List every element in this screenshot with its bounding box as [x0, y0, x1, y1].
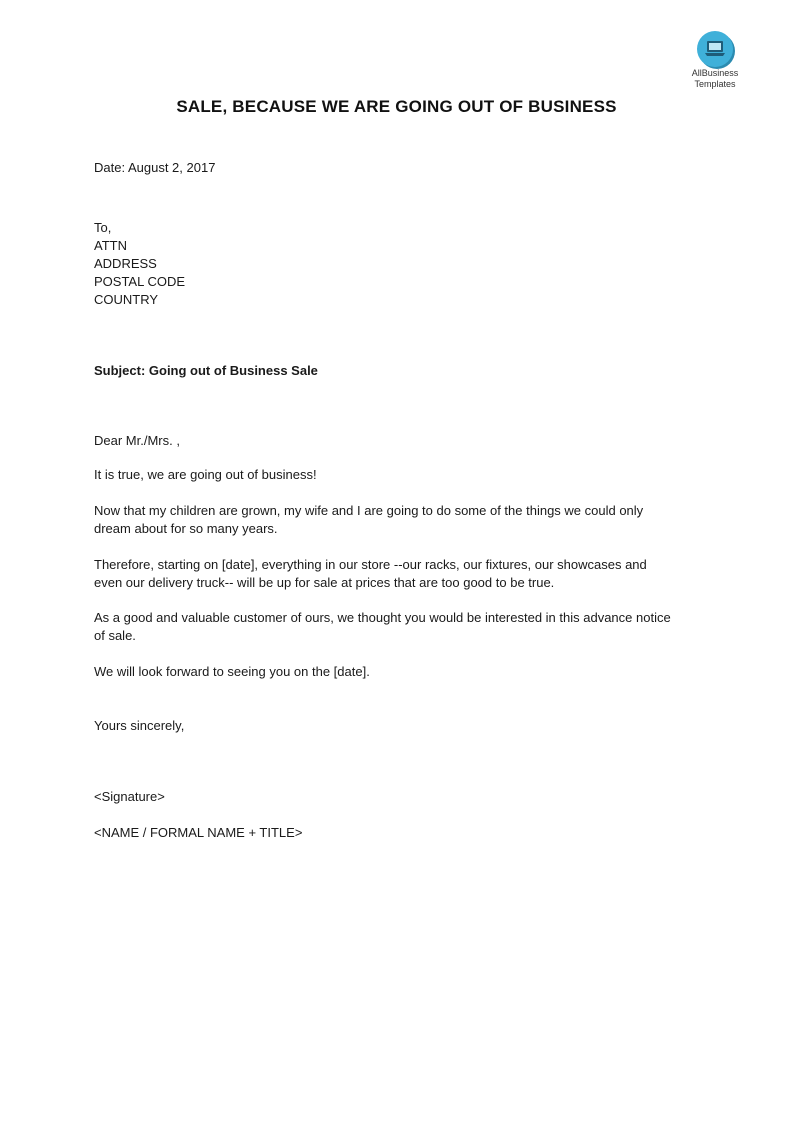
signature-placeholder: <Signature>	[94, 789, 165, 804]
letter-date: Date: August 2, 2017	[94, 160, 216, 175]
logo-text-line1: AllBusiness	[691, 68, 739, 78]
body-paragraph-4-line-2: of sale.	[94, 628, 136, 643]
body-paragraph-3-line-1: Therefore, starting on [date], everything in our store --our racks, our fixtures, our showcases and	[94, 557, 647, 572]
name-title-placeholder: <NAME / FORMAL NAME + TITLE>	[94, 825, 303, 840]
subject-line: Subject: Going out of Business Sale	[94, 363, 318, 378]
recipient-to: To,	[94, 220, 112, 235]
body-paragraph-2-line-2: dream about for so many years.	[94, 521, 278, 536]
recipient-postal-code: POSTAL CODE	[94, 274, 186, 289]
body-paragraph-5: We will look forward to seeing you on the [date].	[94, 664, 370, 679]
laptop-icon	[697, 31, 733, 67]
document-title: SALE, BECAUSE WE ARE GOING OUT OF BUSINESS	[176, 97, 617, 116]
body-paragraph-3-line-2: even our delivery truck-- will be up for sale at prices that are too good to be true.	[94, 575, 555, 590]
body-paragraph-2-line-1: Now that my children are grown, my wife and I are going to do some of the things we could only	[94, 503, 644, 518]
body-paragraph-1: It is true, we are going out of business!	[94, 467, 317, 482]
recipient-country: COUNTRY	[94, 292, 159, 307]
brand-logo	[680, 31, 750, 89]
recipient-address: ADDRESS	[94, 256, 157, 271]
body-paragraph-4-line-1: As a good and valuable customer of ours, we thought you would be interested in this advance notice	[94, 610, 671, 625]
closing: Yours sincerely,	[94, 718, 185, 733]
recipient-attn: ATTN	[94, 238, 127, 253]
logo-text-line2: Templates	[694, 79, 736, 89]
salutation: Dear Mr./Mrs. ,	[94, 433, 180, 448]
